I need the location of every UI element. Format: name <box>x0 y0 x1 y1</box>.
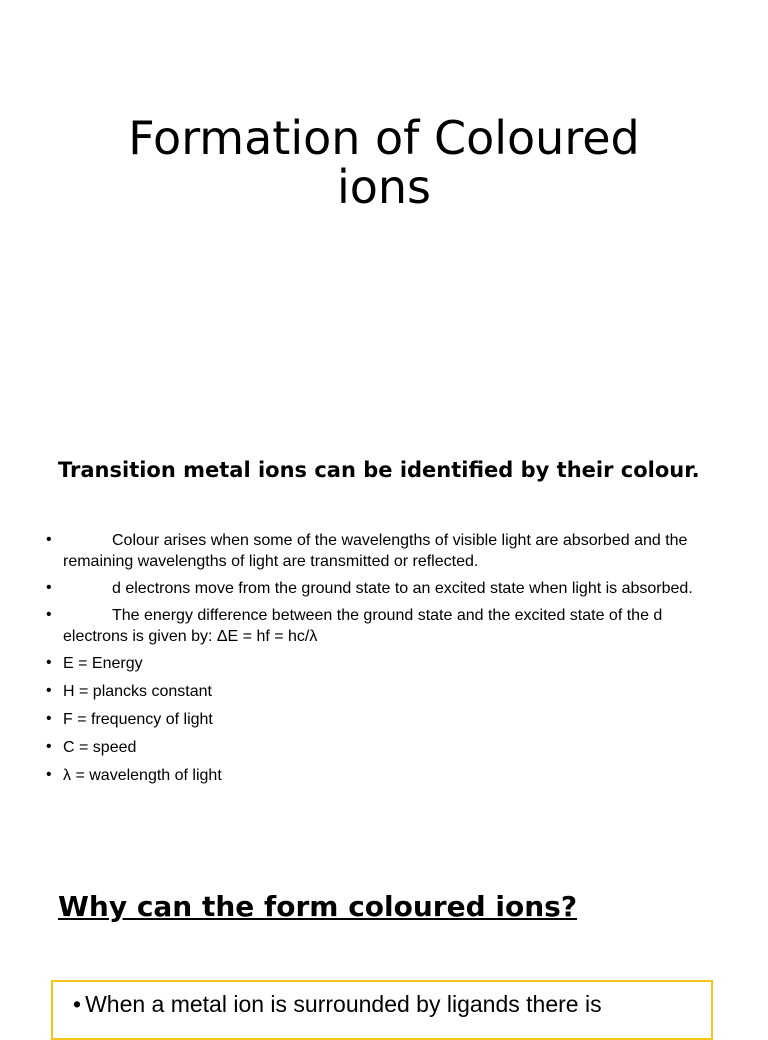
list-item-text: d electrons move from the ground state to an excited state when light is absorbed. <box>112 580 693 597</box>
highlight-box <box>51 980 713 1040</box>
bullet-icon: • <box>46 654 52 671</box>
list-item-text: C = speed <box>63 739 137 756</box>
bullet-icon: • <box>46 738 52 755</box>
question-heading: Why can the form coloured ions? <box>58 890 578 923</box>
bullet-icon: • <box>46 710 52 727</box>
bullet-icon: • <box>46 766 52 783</box>
list-item-text: F = frequency of light <box>63 711 213 728</box>
list-item <box>46 737 706 758</box>
slide-title-line-2: ions <box>336 160 432 214</box>
bullet-icon: • <box>73 991 82 1017</box>
list-item-text: E = Energy <box>63 655 143 672</box>
bullet-icon: • <box>46 531 52 548</box>
list-item-text: Colour arises when some of the wavelengths of visible light are absorbed and the remaining wavelengths of light are transmitted or reflected. <box>63 532 688 570</box>
section-heading: Transition metal ions can be identified by their colour. <box>58 458 700 482</box>
highlight-box-line: When a metal ion is surrounded by ligands there is <box>85 991 602 1017</box>
bullet-list <box>46 530 706 793</box>
highlight-box-text <box>73 990 602 1018</box>
list-item-text: The energy difference between the ground state and the excited state of the d electrons is given by: ΔE = hf = hc/λ <box>63 607 663 645</box>
list-item <box>46 709 706 730</box>
list-item-text: λ = wavelength of light <box>63 767 222 784</box>
bullet-icon: • <box>46 579 52 596</box>
list-item <box>46 605 706 647</box>
list-item-text: H = plancks constant <box>63 683 212 700</box>
list-item <box>46 681 706 702</box>
list-item <box>46 653 706 674</box>
list-item <box>46 530 706 572</box>
bullet-icon: • <box>46 682 52 699</box>
list-item <box>46 578 706 599</box>
list-item <box>46 765 706 786</box>
slide-title <box>0 111 768 214</box>
bullet-icon: • <box>46 606 52 623</box>
slide-title-line-1: Formation of Coloured <box>128 111 640 165</box>
